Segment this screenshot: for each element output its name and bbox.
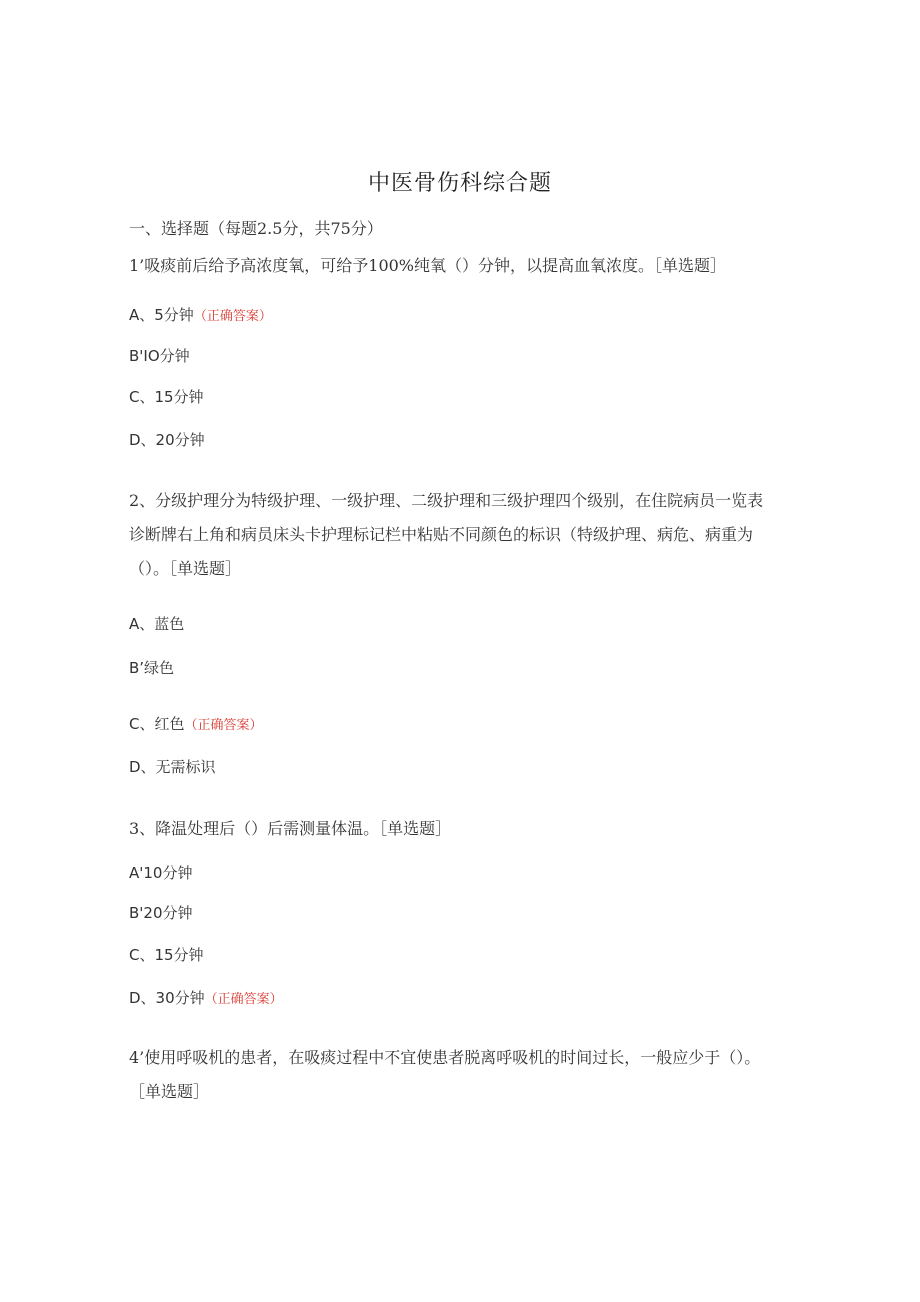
section-heading: 一、选择题（每题2.5分，共75分） bbox=[129, 219, 383, 238]
question-1-option-c: C、15分钟 bbox=[129, 388, 204, 406]
option-label: C、红色 bbox=[129, 715, 185, 733]
question-1-option-d: D、20分钟 bbox=[129, 431, 205, 449]
question-2-option-c bbox=[129, 714, 263, 736]
question-2-option-a: A、蓝色 bbox=[129, 615, 185, 633]
question-3-option-c: C、15分钟 bbox=[129, 946, 204, 964]
question-2-stem: 2、分级护理分为特级护理、一级护理、二级护理和三级护理四个级别，在住院病员一览表诊断牌右上角和病员床头卡护理标记栏中粘贴不同颜色的标识（特级护理、病危、病重为（）。［单选题］ bbox=[129, 491, 764, 578]
correct-answer-mark: （正确答案） bbox=[184, 718, 263, 733]
correct-answer-mark: （正确答案） bbox=[193, 309, 272, 324]
question-4-stem: 4’使用呼吸机的患者，在吸痰过程中不宜使患者脱离呼吸机的时间过长，一般应少于（）。［单选题］ bbox=[129, 1048, 761, 1101]
question-1-option-a bbox=[129, 305, 272, 327]
question-3-option-d bbox=[129, 988, 283, 1010]
question-1-stem: 1’吸痰前后给予高浓度氧，可给予100%纯氧（）分钟，以提高血氧浓度。［单选题］ bbox=[129, 256, 727, 275]
question-3-stem: 3、降温处理后（）后需测量体温。［单选题］ bbox=[129, 819, 452, 838]
question-2-option-d: D、无需标识 bbox=[129, 758, 216, 776]
correct-answer-mark: （正确答案） bbox=[204, 992, 283, 1007]
option-label: D、30分钟 bbox=[129, 989, 205, 1007]
page-title: 中医骨伤科综合题 bbox=[367, 171, 552, 196]
option-label: A、5分钟 bbox=[129, 306, 194, 324]
question-3-option-b: B'20分钟 bbox=[129, 904, 193, 922]
question-3-option-a: A'10分钟 bbox=[129, 864, 193, 882]
question-1-option-b: B'IO分钟 bbox=[129, 347, 190, 365]
question-2-option-b: B’绿色 bbox=[129, 659, 175, 677]
